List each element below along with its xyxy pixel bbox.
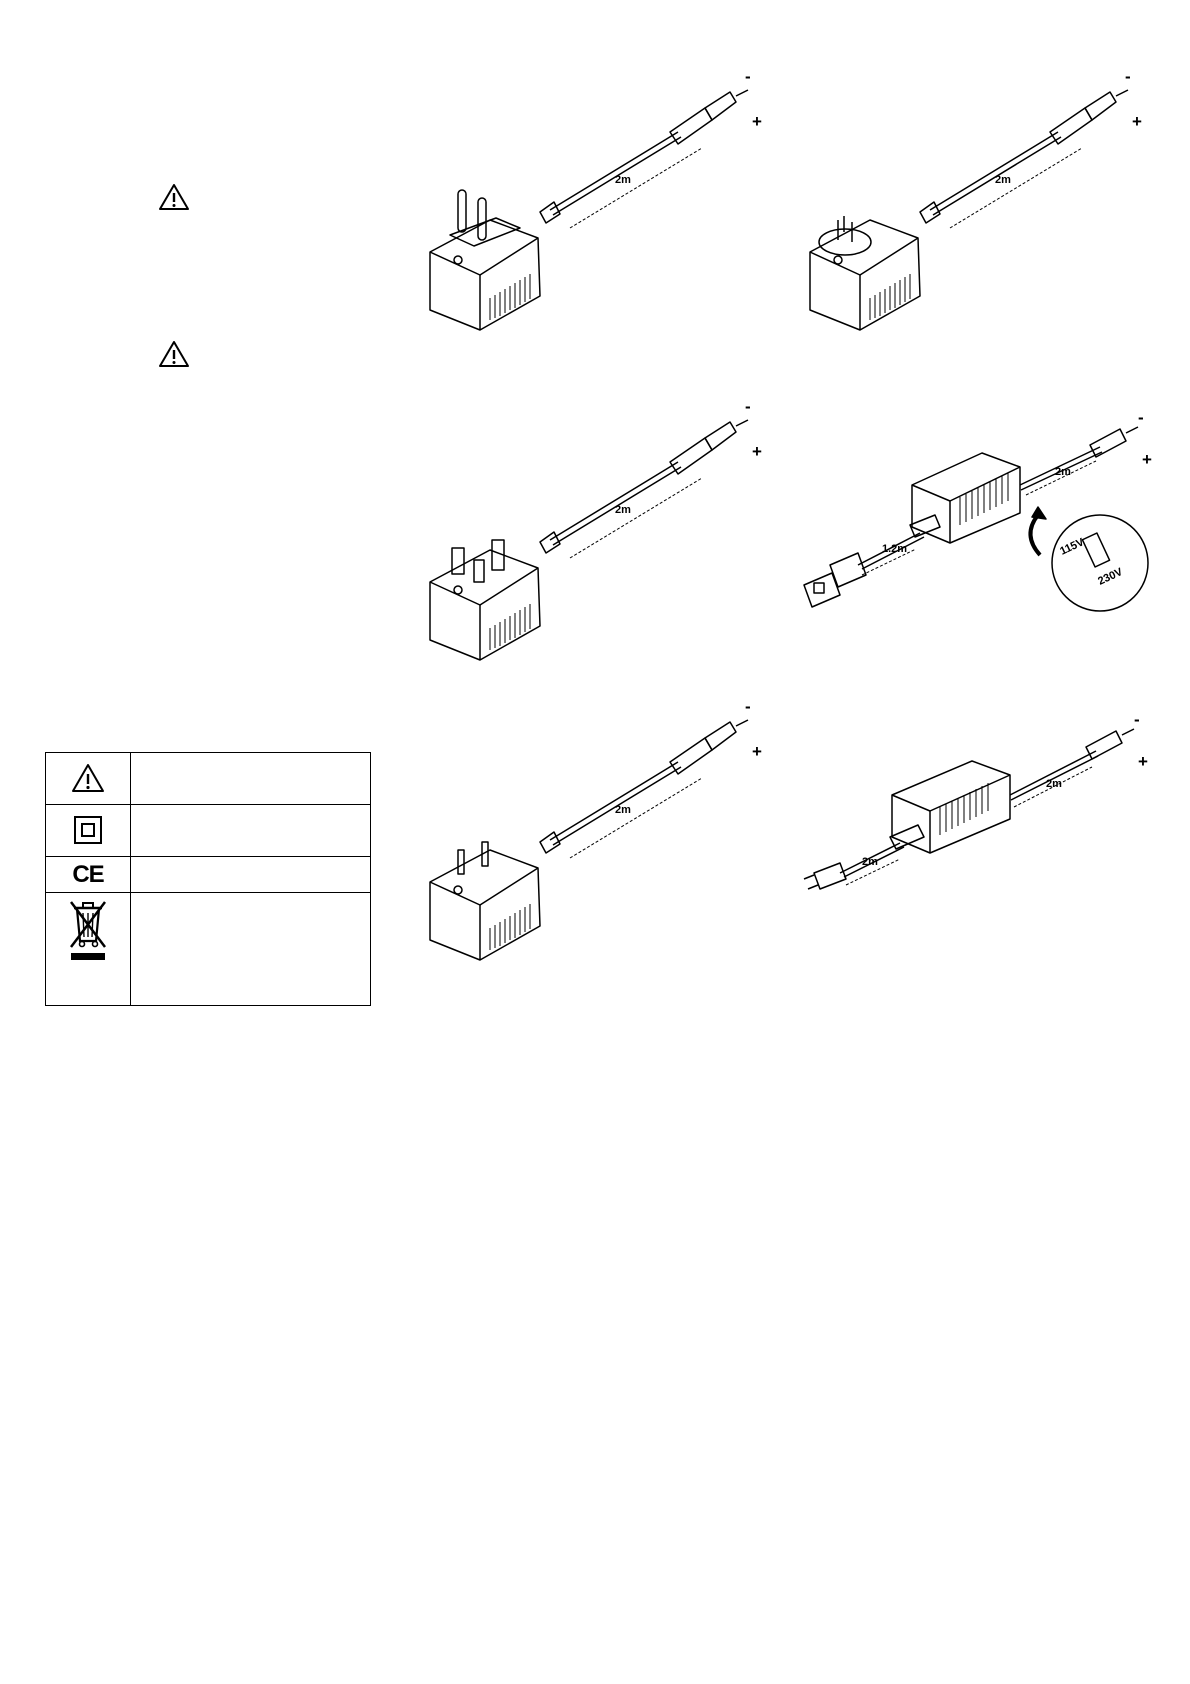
warning-triangle-icon (71, 763, 105, 793)
double-insulation-icon (73, 815, 103, 845)
symbol-cell (46, 753, 131, 805)
plus-pole-label: + (752, 742, 762, 761)
power-adapter-us-plug (420, 697, 780, 960)
minus-pole-label: - (1125, 67, 1131, 86)
cable-length-label: 2m (615, 504, 631, 516)
plus-pole-label: + (752, 112, 762, 131)
power-adapter-aus-plug (800, 67, 1160, 330)
symbol-description (131, 753, 371, 805)
warning-triangle-icon (158, 340, 190, 368)
symbol-cell (46, 805, 131, 857)
cable-length-label: 2m (995, 174, 1011, 186)
symbol-description (131, 893, 371, 1006)
symbol-description (131, 857, 371, 893)
symbol-description (131, 805, 371, 857)
mains-cable-length-label: 1.2m (882, 543, 908, 555)
cable-length-label: 2m (615, 174, 631, 186)
plus-pole-label: + (752, 442, 762, 461)
warning-triangle-icon (158, 183, 190, 211)
minus-pole-label: - (745, 67, 751, 86)
power-adapter-euro-plug (420, 67, 780, 330)
weee-crossed-bin-icon (68, 899, 108, 963)
power-adapter-desktop-us-cord (800, 710, 1160, 955)
cable-length-label: 2m (615, 804, 631, 816)
plus-pole-label: + (1132, 112, 1142, 131)
minus-pole-label: - (1138, 408, 1144, 427)
switch-115v-label: 115V (1058, 536, 1087, 558)
minus-pole-label: - (745, 697, 751, 716)
cable-length-label: 2m (1046, 778, 1062, 790)
plus-pole-label: + (1138, 752, 1148, 771)
symbol-cell (46, 893, 131, 1006)
symbol-table (45, 752, 371, 1006)
power-adapter-desktop-iec (800, 408, 1160, 655)
symbol-cell (46, 857, 131, 893)
ce-mark-icon: CE (72, 861, 104, 888)
power-adapter-uk-plug (420, 397, 780, 660)
minus-pole-label: - (1134, 710, 1140, 729)
minus-pole-label: - (745, 397, 751, 416)
cable-length-label: 2m (1055, 466, 1071, 478)
mains-cable-length-label: 2m (862, 856, 878, 868)
switch-230v-label: 230V (1096, 565, 1125, 588)
plus-pole-label: + (1142, 450, 1152, 469)
